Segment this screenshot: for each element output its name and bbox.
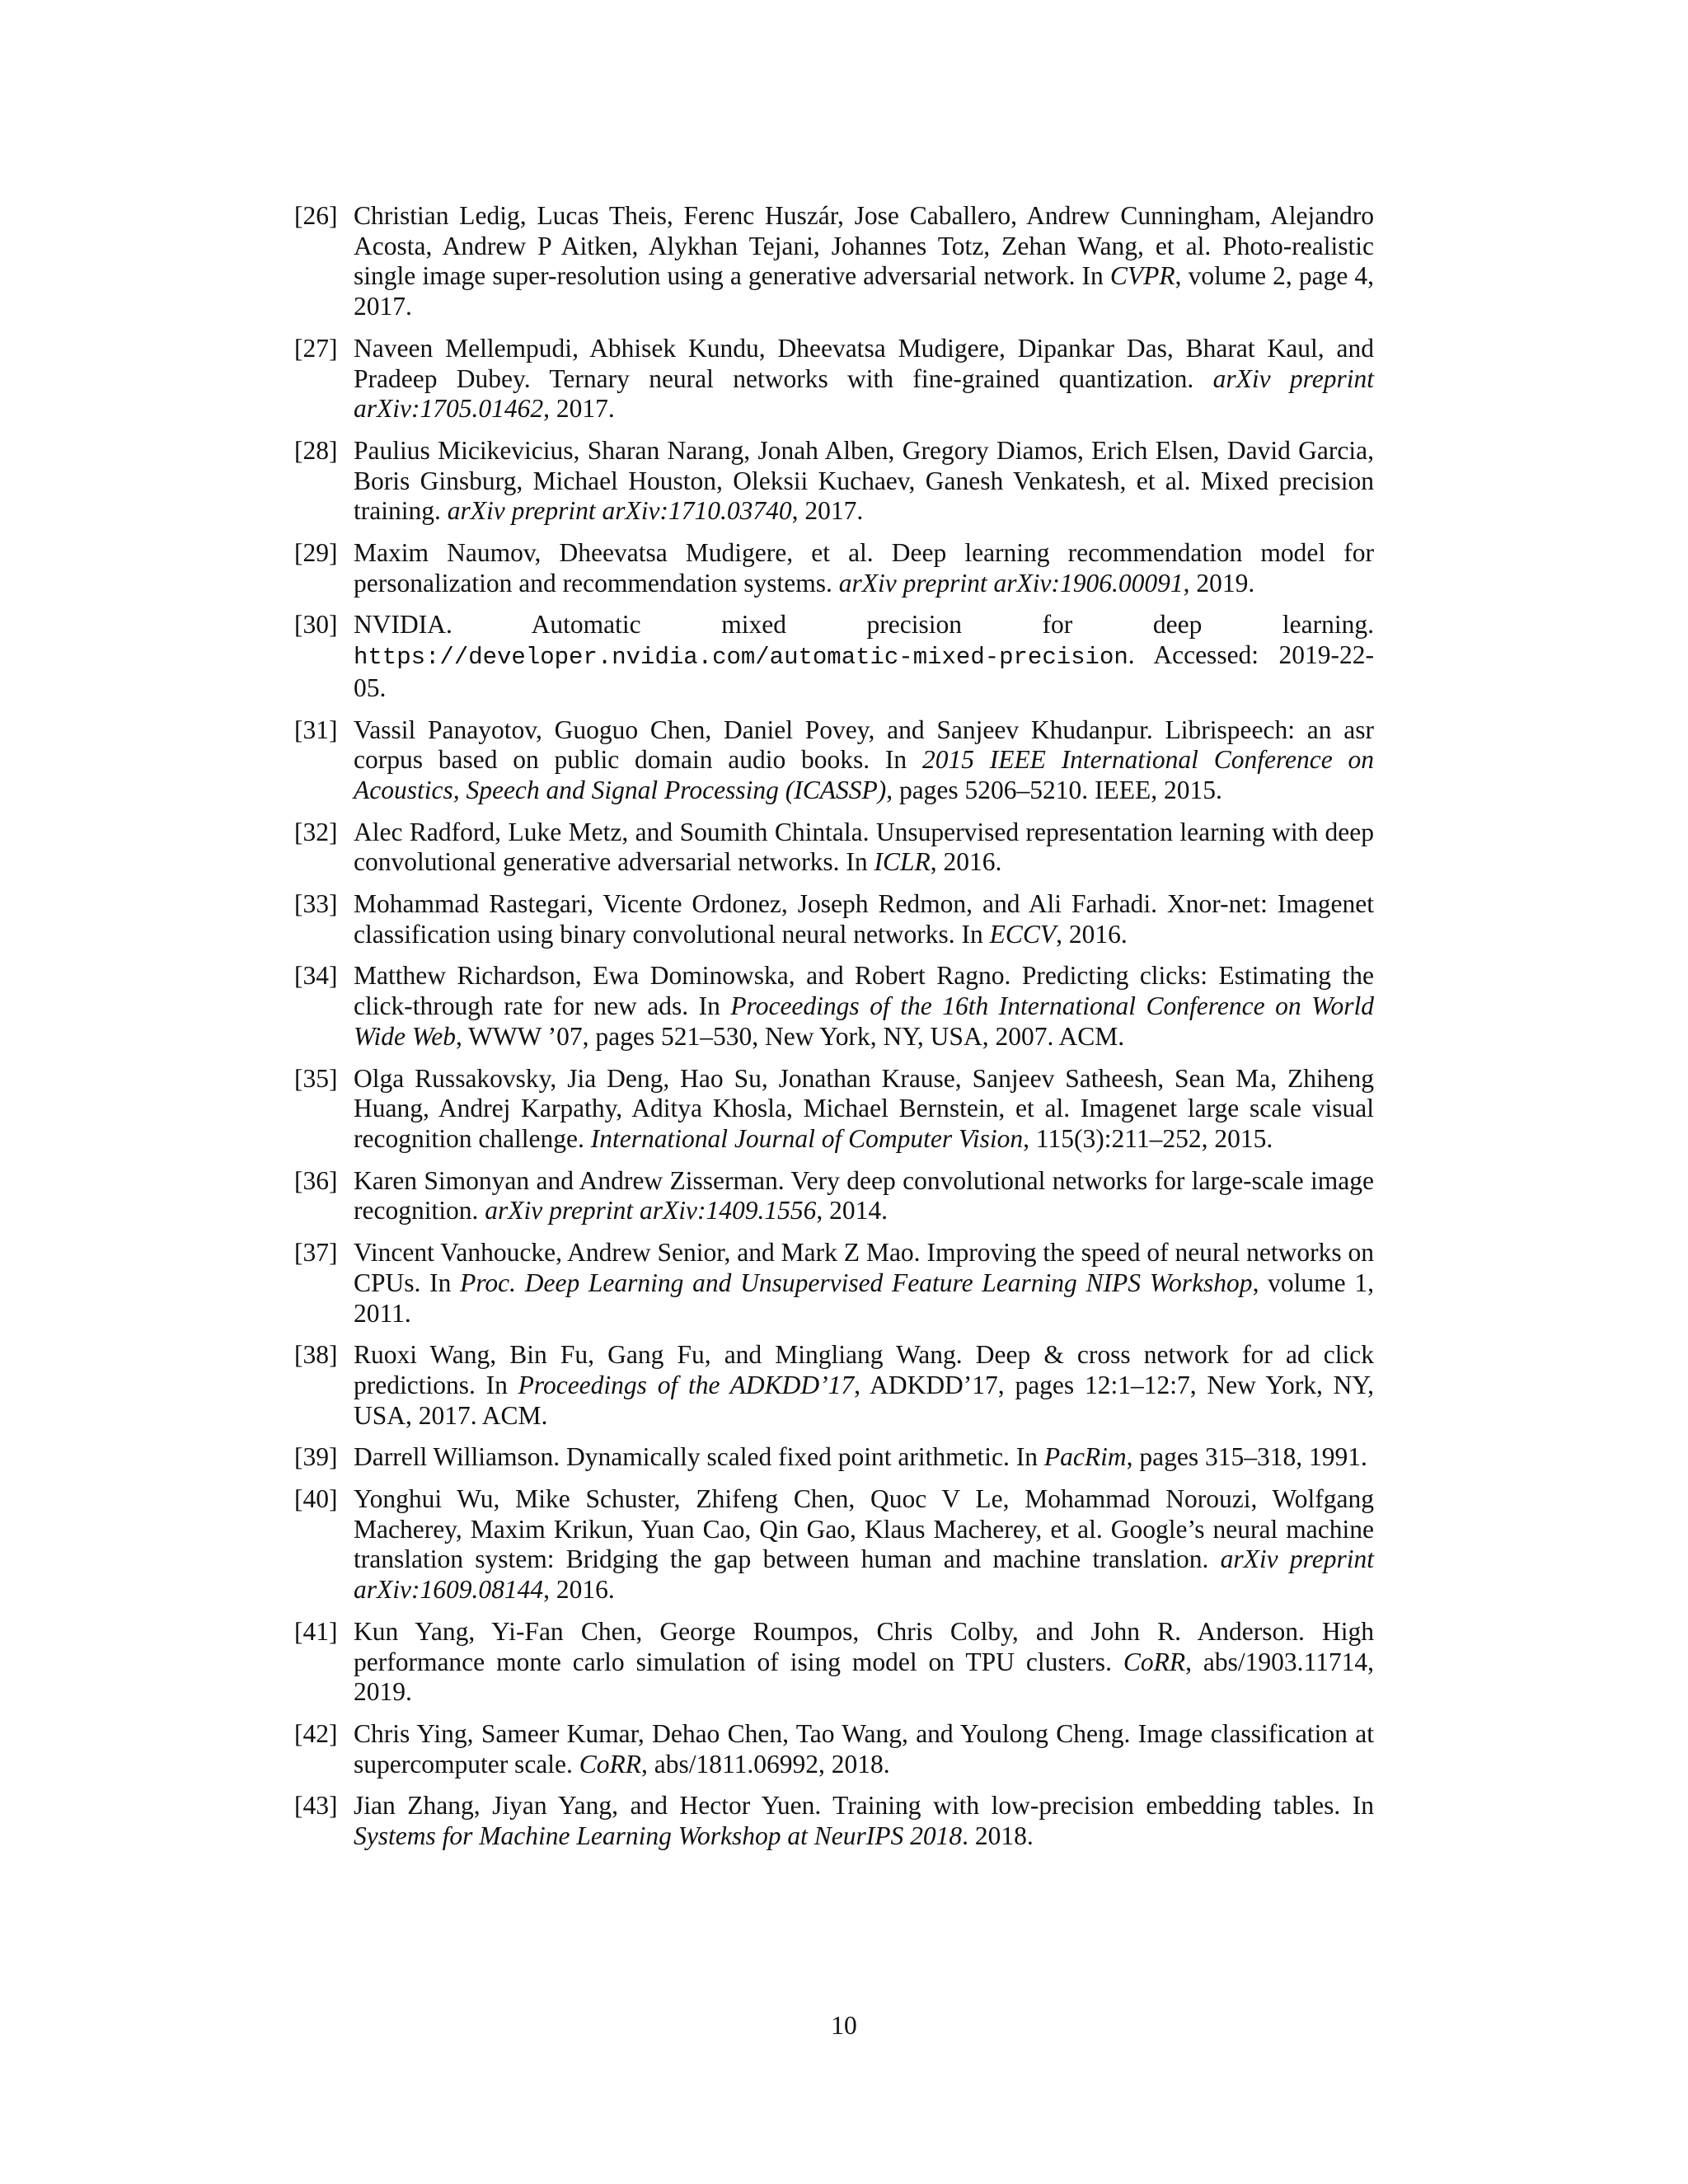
- reference-segment: Christian Ledig, Lucas Theis, Ferenc Huszár, Jose Caballero, Andrew Cunningham, Alejandro Acosta, Andrew P Aitken, Alykhan Tejani, Johannes Totz, Zehan Wang, et al. Photo-realistic single image super-resolution using a generative adversarial network. In: [354, 201, 1374, 291]
- reference-number: [28]: [294, 435, 338, 465]
- reference-text: [354, 1238, 1374, 1327]
- reference-segment: , 2016.: [543, 1575, 615, 1605]
- reference-venue: arXiv preprint arXiv:1609.08144: [354, 1544, 1374, 1605]
- reference-segment: . Accessed: 2019-22-05.: [354, 640, 1374, 702]
- reference-number: [33]: [294, 889, 338, 919]
- reference-segment: , pages 315–318, 1991.: [1126, 1442, 1367, 1472]
- reference-item: [294, 334, 1374, 424]
- reference-venue: arXiv preprint arXiv:1710.03740: [447, 496, 792, 526]
- reference-text: [354, 1064, 1374, 1153]
- reference-item: [294, 715, 1374, 806]
- reference-item: [294, 889, 1374, 949]
- reference-item: [294, 818, 1374, 878]
- reference-text: [354, 1340, 1374, 1429]
- reference-number: [38]: [294, 1340, 338, 1370]
- reference-venue: ICLR: [874, 847, 931, 877]
- reference-text: [354, 201, 1374, 321]
- reference-text: [354, 1442, 1367, 1471]
- reference-number: [31]: [294, 715, 338, 744]
- reference-venue: arXiv preprint arXiv:1409.1556: [485, 1196, 817, 1226]
- reference-item: [294, 1064, 1374, 1155]
- reference-number: [42]: [294, 1718, 338, 1748]
- reference-text: [354, 610, 1374, 701]
- reference-text: [354, 961, 1374, 1050]
- reference-segment: Naveen Mellempudi, Abhisek Kundu, Dheevatsa Mudigere, Dipankar Das, Bharat Kaul, and Pradeep Dubey. Ternary neural networks with fine-grained quantization.: [354, 333, 1374, 393]
- reference-venue: arXiv preprint arXiv:1906.00091: [838, 568, 1184, 598]
- reference-venue: Proceedings of the 16th International Conference on World Wide Web: [354, 991, 1374, 1051]
- reference-segment: , WWW ’07, pages 521–530, New York, NY, USA, 2007. ACM.: [455, 1021, 1125, 1051]
- reference-segment: , 115(3):211–252, 2015.: [1023, 1123, 1273, 1153]
- reference-item: [294, 961, 1374, 1052]
- reference-number: [26]: [294, 201, 338, 230]
- reference-venue: arXiv preprint arXiv:1705.01462: [354, 363, 1374, 424]
- reference-item: [294, 610, 1374, 703]
- reference-segment: , volume 1, 2011.: [354, 1268, 1374, 1328]
- reference-number: [40]: [294, 1484, 338, 1514]
- reference-venue: Proc. Deep Learning and Unsupervised Feature Learning NIPS Workshop: [460, 1268, 1253, 1297]
- reference-number: [36]: [294, 1165, 338, 1195]
- reference-text: [354, 1791, 1374, 1850]
- reference-text: [354, 1719, 1374, 1779]
- reference-text: [354, 334, 1374, 423]
- reference-text: [354, 1484, 1374, 1604]
- reference-text: [354, 1617, 1374, 1706]
- reference-segment: Matthew Richardson, Ewa Dominowska, and Robert Ragno. Predicting clicks: Estimating the click-through rate for new ads. In: [354, 961, 1374, 1021]
- reference-item: [294, 1340, 1374, 1431]
- reference-segment: Vincent Vanhoucke, Andrew Senior, and Mark Z Mao. Improving the speed of neural networks on CPUs. In: [354, 1238, 1374, 1297]
- reference-segment: Darrell Williamson. Dynamically scaled fixed point arithmetic. In: [354, 1442, 1044, 1472]
- reference-segment: Mohammad Rastegari, Vicente Ordonez, Joseph Redmon, and Ali Farhadi. Xnor-net: Imagenet classification using binary convolutional neural networks. In: [354, 889, 1374, 949]
- reference-item: [294, 1484, 1374, 1605]
- reference-item: [294, 1791, 1374, 1851]
- reference-number: [30]: [294, 610, 338, 640]
- reference-number: [32]: [294, 817, 338, 846]
- reference-number: [29]: [294, 538, 338, 568]
- reference-venue: Proceedings of the ADKDD’17: [518, 1370, 855, 1399]
- reference-text: [354, 1166, 1374, 1226]
- reference-item: [294, 1238, 1374, 1329]
- reference-segment: , 2017.: [543, 394, 615, 424]
- reference-url: https://developer.nvidia.com/automatic-mixed-precision: [354, 644, 1128, 672]
- reference-segment: , volume 2, page 4, 2017.: [354, 261, 1374, 321]
- reference-venue: CoRR: [579, 1749, 642, 1779]
- reference-segment: , abs/1903.11714, 2019.: [354, 1647, 1374, 1707]
- reference-segment: NVIDIA. Automatic mixed precision for deep learning.: [354, 610, 1374, 640]
- reference-number: [37]: [294, 1238, 338, 1268]
- reference-venue: 2015 IEEE International Conference on Acoustics, Speech and Signal Processing (ICASSP): [354, 745, 1374, 804]
- reference-segment: Kun Yang, Yi-Fan Chen, George Roumpos, Chris Colby, and John R. Anderson. High performance monte carlo simulation of ising model on TPU clusters.: [354, 1616, 1374, 1676]
- reference-list: [294, 201, 1374, 1863]
- reference-segment: Jian Zhang, Jiyan Yang, and Hector Yuen. Training with low-precision embedding tables. In: [354, 1791, 1374, 1821]
- reference-text: [354, 715, 1374, 804]
- reference-venue: International Journal of Computer Vision: [590, 1123, 1024, 1153]
- reference-venue: CVPR: [1109, 261, 1175, 291]
- reference-item: [294, 1617, 1374, 1708]
- reference-number: [34]: [294, 961, 338, 991]
- reference-segment: Olga Russakovsky, Jia Deng, Hao Su, Jonathan Krause, Sanjeev Satheesh, Sean Ma, Zhiheng Huang, Andrej Karpathy, Aditya Khosla, Michael Bernstein, et al. Imagenet large scale visual recognition challenge.: [354, 1063, 1374, 1153]
- reference-segment: , 2016.: [930, 847, 1002, 877]
- reference-segment: Maxim Naumov, Dheevatsa Mudigere, et al. Deep learning recommendation model for personalization and recommendation systems.: [354, 538, 1374, 598]
- reference-venue: ECCV: [989, 919, 1057, 949]
- reference-segment: , 2016.: [1056, 919, 1128, 949]
- reference-text: [354, 538, 1374, 598]
- reference-segment: Ruoxi Wang, Bin Fu, Gang Fu, and Mingliang Wang. Deep & cross network for ad click predictions. In: [354, 1340, 1374, 1399]
- reference-segment: Yonghui Wu, Mike Schuster, Zhifeng Chen, Quoc V Le, Mohammad Norouzi, Wolfgang Macherey, Maxim Krikun, Yuan Cao, Qin Gao, Klaus Macherey, et al. Google’s neural machine translation system: Bridging the gap between human and machine translation.: [354, 1484, 1374, 1574]
- page-number: 10: [831, 2011, 857, 2040]
- reference-venue: PacRim: [1043, 1442, 1127, 1472]
- reference-item: [294, 1166, 1374, 1226]
- reference-text: [354, 889, 1374, 949]
- reference-item: [294, 201, 1374, 322]
- reference-segment: Paulius Micikevicius, Sharan Narang, Jonah Alben, Gregory Diamos, Erich Elsen, David Garcia, Boris Ginsburg, Michael Houston, Oleksii Kuchaev, Ganesh Venkatesh, et al. Mixed precision training.: [354, 435, 1374, 526]
- reference-number: [27]: [294, 333, 338, 363]
- reference-venue: CoRR: [1123, 1647, 1186, 1676]
- reference-venue: Systems for Machine Learning Workshop at NeurIPS 2018: [354, 1821, 963, 1851]
- reference-segment: , pages 5206–5210. IEEE, 2015.: [886, 775, 1222, 804]
- reference-text: [354, 818, 1374, 877]
- reference-number: [35]: [294, 1063, 338, 1093]
- reference-segment: , ADKDD’17, pages 12:1–12:7, New York, NY, USA, 2017. ACM.: [354, 1370, 1374, 1430]
- reference-item: [294, 1719, 1374, 1779]
- reference-segment: . 2018.: [962, 1821, 1034, 1851]
- reference-segment: , 2019.: [1183, 568, 1255, 598]
- reference-segment: , 2014.: [816, 1196, 889, 1226]
- reference-segment: Vassil Panayotov, Guoguo Chen, Daniel Povey, and Sanjeev Khudanpur. Librispeech: an asr corpus based on public domain audio books. In: [354, 715, 1374, 775]
- reference-segment: , abs/1811.06992, 2018.: [641, 1749, 890, 1779]
- reference-number: [41]: [294, 1616, 338, 1646]
- reference-number: [43]: [294, 1791, 338, 1821]
- reference-item: [294, 538, 1374, 598]
- reference-segment: Karen Simonyan and Andrew Zisserman. Very deep convolutional networks for large-scale image recognition.: [354, 1165, 1374, 1226]
- reference-segment: , 2017.: [791, 496, 864, 526]
- reference-text: [354, 436, 1374, 525]
- reference-segment: Chris Ying, Sameer Kumar, Dehao Chen, Tao Wang, and Youlong Cheng. Image classification at supercomputer scale.: [354, 1718, 1374, 1779]
- reference-item: [294, 1442, 1374, 1473]
- reference-item: [294, 436, 1374, 527]
- reference-number: [39]: [294, 1442, 338, 1472]
- reference-segment: Alec Radford, Luke Metz, and Soumith Chintala. Unsupervised representation learning with deep convolutional generative adversarial networks. In: [354, 817, 1374, 877]
